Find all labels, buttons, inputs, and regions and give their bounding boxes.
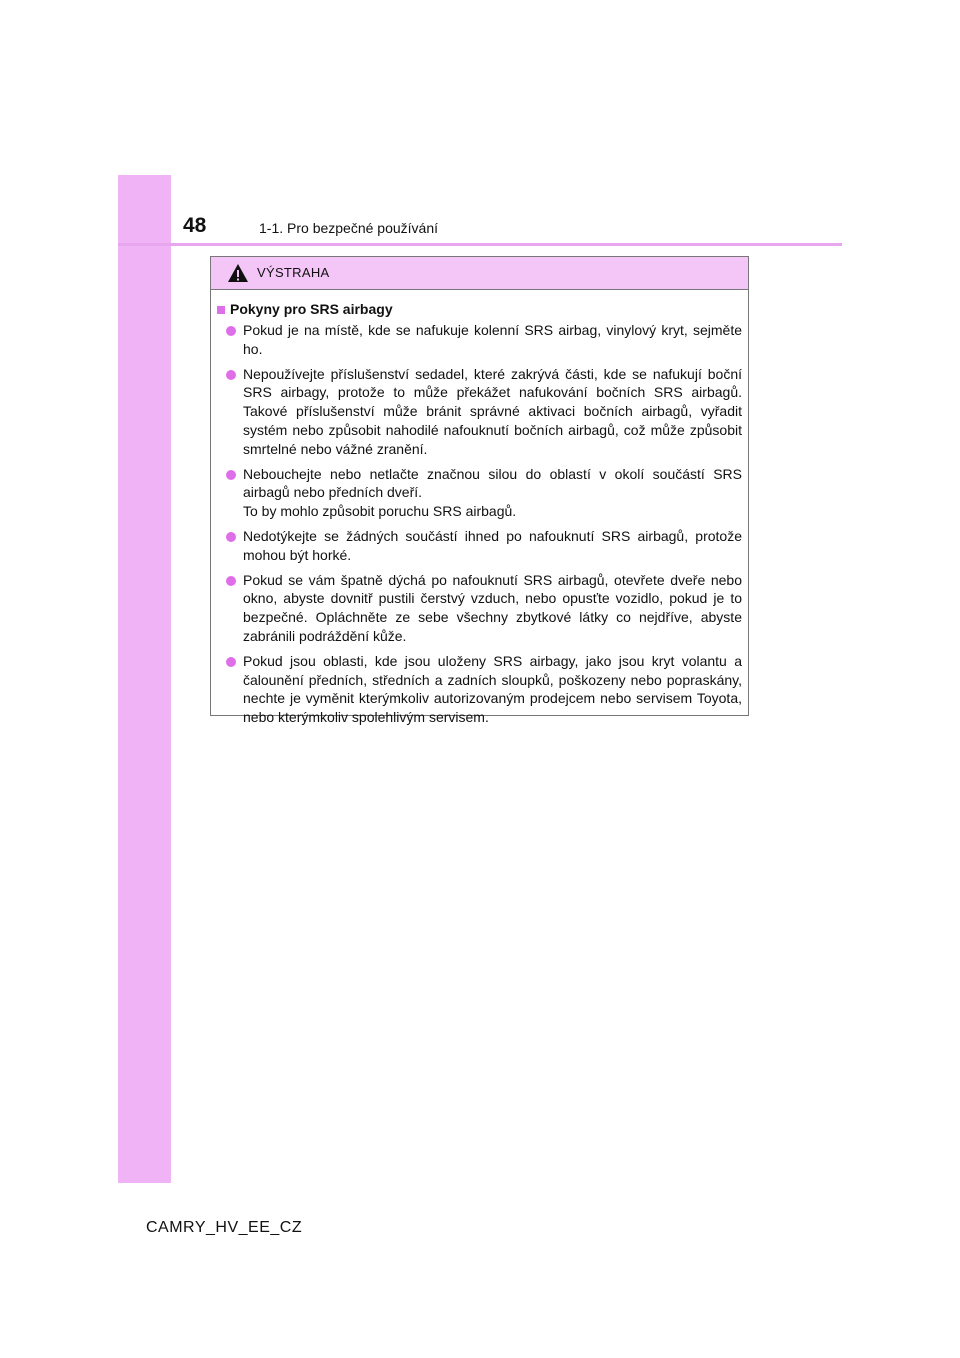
warning-body bbox=[211, 290, 748, 727]
list-item-text: Nepoužívejte příslušenství sedadel, které zakrývá části, kde se nafukují boční SRS airbagy, protože to může překážet nafukování bočních SRS airbagů. Takové příslušenství může bránit správné aktivaci bočních airbagů, vyřadit systém nebo způsobit nahodilé nafouknutí bočních airbagů, což může způsobit smrtelné nebo vážné zranění. bbox=[243, 365, 742, 457]
section-title: 1-1. Pro bezpečné používání bbox=[259, 220, 439, 236]
warning-triangle-icon bbox=[227, 263, 249, 283]
list-item bbox=[217, 527, 742, 565]
list-item bbox=[217, 465, 742, 521]
bullet-dot-icon bbox=[226, 657, 236, 667]
list-item-text: Pokud se vám špatně dýchá po nafouknutí SRS airbagů, otevřete dveře nebo okno, abyste dovnitř pustili čerstvý vzduch, nebo opusťte vozidlo, pokud je to bezpečné. Opláchněte ze sebe všechny zbytkové látky co nejdříve, abyste zabránili podráždění kůže. bbox=[243, 571, 742, 644]
list-item bbox=[217, 365, 742, 459]
list-item-text: Pokud je na místě, kde se nafukuje kolenní SRS airbag, vinylový kryt, sejměte ho. bbox=[243, 322, 742, 357]
document-code: CAMRY_HV_EE_CZ bbox=[146, 1219, 303, 1236]
page-number: 48 bbox=[183, 214, 207, 237]
list-item-text: Pokud jsou oblasti, kde jsou uloženy SRS airbagy, jako jsou kryt volantu a čalounění předních, středních a zadních sloupků, poškozeny nebo popraskány, nechte je vyměnit kterýmkoliv autorizovaným prodejcem nebo servisem Toyota, nebo kterýmkoliv spolehlivým servisem. bbox=[243, 652, 742, 726]
list-item bbox=[217, 321, 742, 359]
header-rule bbox=[118, 243, 842, 246]
bullet-dot-icon bbox=[226, 532, 236, 542]
warning-item-list bbox=[217, 321, 742, 727]
list-item bbox=[217, 652, 742, 727]
bullet-dot-icon bbox=[226, 576, 236, 586]
list-item-text: Nedotýkejte se žádných součástí ihned po nafouknutí SRS airbagů, protože mohou být horké. bbox=[243, 527, 742, 563]
square-bullet-icon bbox=[217, 306, 225, 314]
subheading-text: Pokyny pro SRS airbagy bbox=[230, 301, 393, 317]
warning-subheading bbox=[217, 300, 742, 319]
side-color-strip bbox=[118, 175, 171, 1183]
warning-box bbox=[210, 256, 749, 726]
bullet-dot-icon bbox=[226, 470, 236, 480]
warning-title: VÝSTRAHA bbox=[257, 265, 330, 280]
list-item bbox=[217, 571, 742, 646]
bullet-dot-icon bbox=[226, 326, 236, 336]
bullet-dot-icon bbox=[226, 370, 236, 380]
list-item-text: Nebouchejte nebo netlačte značnou silou do oblastí v okolí součástí SRS airbagů nebo předních dveří. To by mohlo způsobit poruchu SRS airbagů. bbox=[243, 465, 742, 520]
warning-header bbox=[211, 257, 748, 290]
